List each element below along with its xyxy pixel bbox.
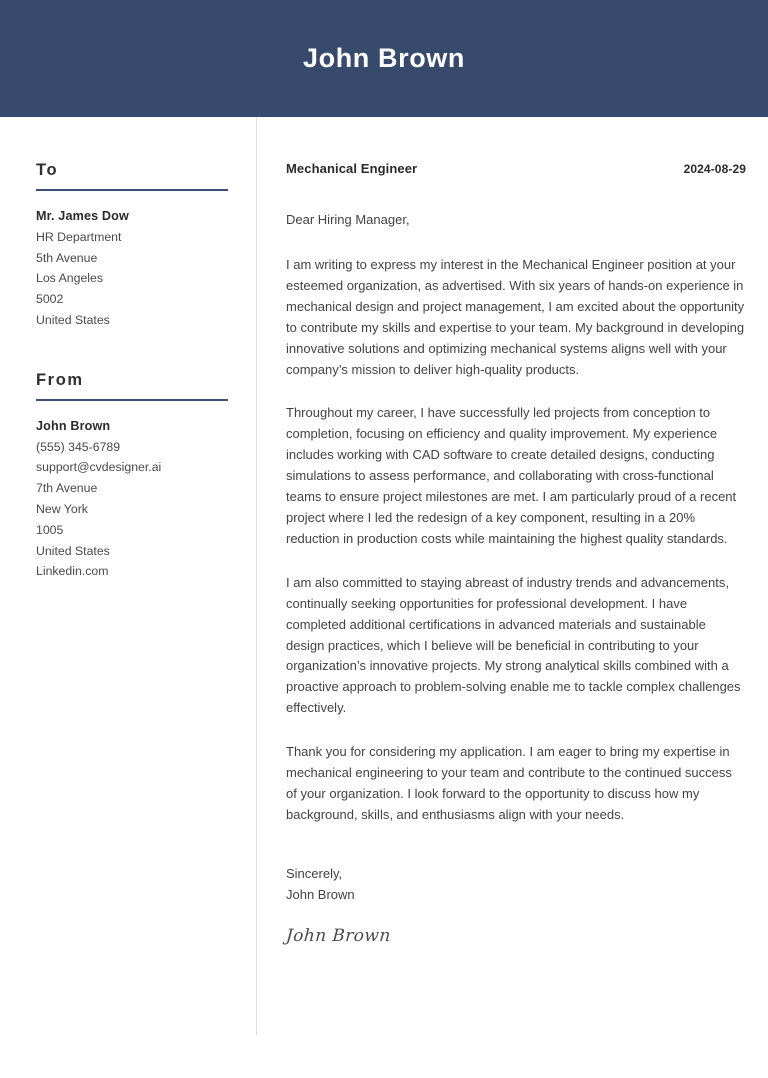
- letter-date: 2024-08-29: [683, 162, 746, 176]
- sender-block: [36, 371, 228, 582]
- sender-phone: (555) 345-6789: [36, 439, 121, 454]
- recipient-postal-code: 5002: [36, 292, 64, 307]
- handwritten-signature: John Brown: [285, 925, 392, 946]
- job-title: Mechanical Engineer: [286, 161, 418, 176]
- closing-block: [286, 863, 746, 906]
- recipient-name: Mr. James Dow: [36, 209, 129, 223]
- recipient-city: Los Angeles: [36, 271, 104, 286]
- document-header: [0, 0, 768, 117]
- sender-postal-code: 1005: [36, 522, 64, 537]
- header-full-name: John Brown: [303, 43, 465, 73]
- letter-body-column: [257, 117, 768, 946]
- recipient-address: [36, 206, 228, 331]
- sender-city: New York: [36, 501, 88, 516]
- sidebar-contact-column: [0, 117, 256, 582]
- letter-topbar: [286, 161, 746, 176]
- body-paragraph-4: Thank you for considering my application. I am eager to bring my expertise in mechanical engineering to your team and contribute to the continued success of your organization. I look forward to the opportunity to discuss how my background, skills, and enthusiasms align with your needs.: [286, 744, 732, 822]
- sender-country: United States: [36, 543, 110, 558]
- body-paragraph-1: I am writing to express my interest in the Mechanical Engineer position at your esteemed organization, as advertised. With six years of hands-on experience in mechanical design and project management, I am excited about the opportunity to contribute my skills and expertise to your team. My background in developing innovative solutions and optimizing mechanical systems aligns well with your company’s mission to deliver high-quality products.: [286, 257, 745, 377]
- closing-name: John Brown: [286, 887, 355, 903]
- recipient-street: 5th Avenue: [36, 250, 98, 265]
- closing-salutation: Sincerely,: [286, 865, 343, 881]
- sender-heading-rule: [36, 399, 228, 401]
- recipient-department: HR Department: [36, 229, 122, 244]
- body-paragraph-2: Throughout my career, I have successfully led projects from conception to completion, focusing on efficiency and quality improvement. My experience includes working with CAD software to create detailed designs, conducting simulations to assess performance, and collaborating with cross-functional teams to ensure project milestones are met. I am particularly proud of a recent project where I led the redesign of a key component, resulting in a 20% reduction in production costs while maintaining the highest quality standards.: [286, 405, 737, 546]
- letter-page: [0, 117, 768, 1078]
- body-paragraph-3: I am also committed to staying abreast of industry trends and advancements, continually seeking opportunities for professional development. I have completed additional certifications in advanced materials and sustainable design practices, which I believe will be beneficial in contributing to your organization’s innovative projects. My strong analytical skills combined with a proactive approach to problem-solving enable me to tackle complex challenges effectively.: [286, 574, 741, 716]
- sender-address: [36, 416, 228, 582]
- recipient-heading-rule: [36, 189, 228, 191]
- recipient-country: United States: [36, 312, 110, 327]
- sender-street: 7th Avenue: [36, 481, 98, 496]
- sender-heading: From: [36, 370, 84, 389]
- sender-email: support@cvdesigner.ai: [36, 460, 162, 475]
- recipient-heading: To: [36, 161, 59, 179]
- sender-name: John Brown: [36, 418, 111, 433]
- sender-linkedin: Linkedin.com: [36, 564, 109, 579]
- salutation: Dear Hiring Manager,: [286, 212, 410, 227]
- recipient-block: [36, 161, 228, 331]
